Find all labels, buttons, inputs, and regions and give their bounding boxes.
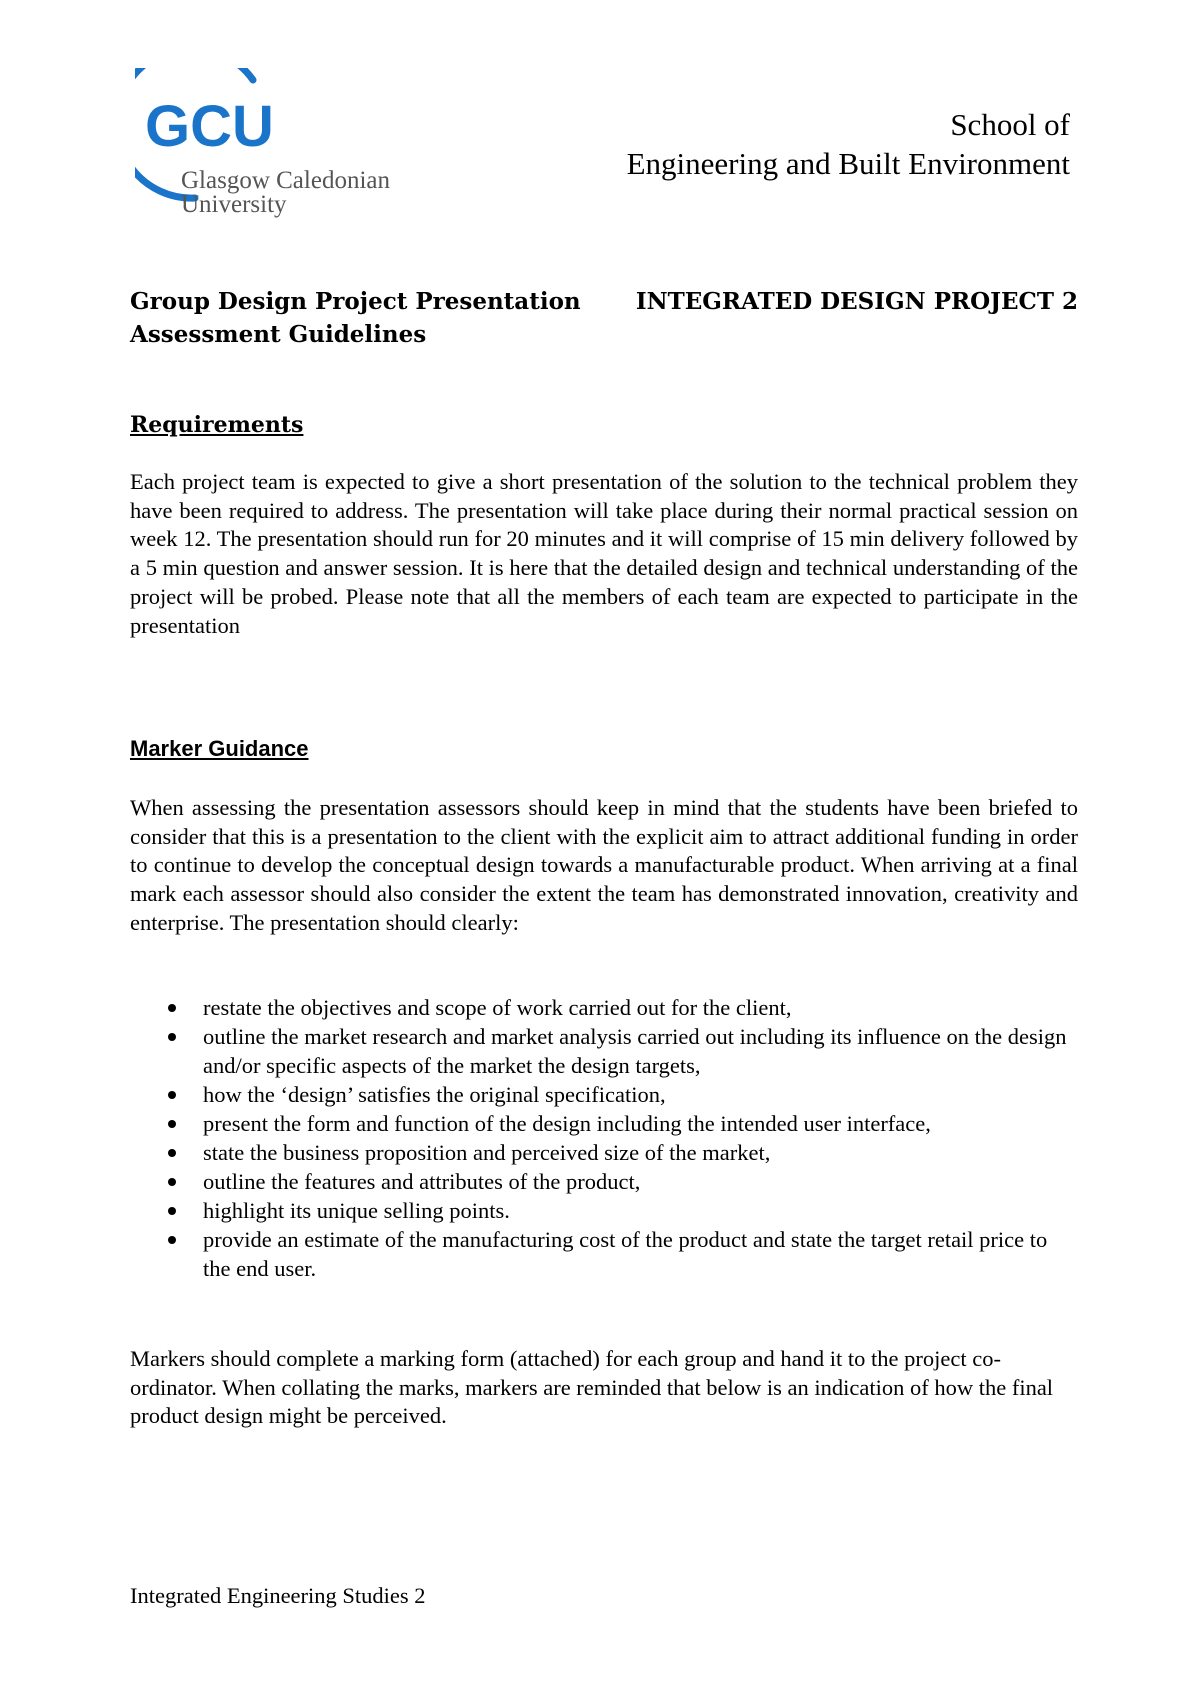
bullet-icon bbox=[168, 1120, 176, 1128]
document-title-line2: Assessment Guidelines bbox=[130, 321, 427, 348]
guidance-bullet-list bbox=[130, 993, 1078, 1283]
bullet-icon bbox=[168, 1033, 176, 1041]
list-item-text: present the form and function of the design including the intended user interface, bbox=[203, 1111, 931, 1136]
list-item bbox=[130, 993, 1078, 1022]
list-item bbox=[130, 1138, 1078, 1167]
document-title bbox=[130, 285, 600, 351]
requirements-paragraph: Each project team is expected to give a short presentation of the solution to the technical problem they have been required to address. The presentation will take place during their normal practical session on week 12. The presentation should run for 20 minutes and it will comprise of 15 min delivery followed by a 5 min question and answer session. It is here that the detailed design and technical understanding of the project will be probed. Please note that all the members of each team are expected to participate in the presentation bbox=[130, 469, 1078, 638]
logo-name-line2: University bbox=[181, 191, 287, 218]
list-item-text: outline the features and attributes of the product, bbox=[203, 1169, 641, 1194]
bullet-icon bbox=[168, 1149, 176, 1157]
marker-guidance-intro: When assessing the presentation assessors should keep in mind that the students have been briefed to consider that this is a presentation to the client with the explicit aim to attract additional funding in order to continue to develop the conceptual design towards a manufacturable product. When arriving at a final mark each assessor should also consider the extent the team has demonstrated innovation, creativity and enterprise. The presentation should clearly: bbox=[130, 795, 1078, 935]
marker-guidance-heading: Marker Guidance bbox=[130, 736, 309, 761]
list-item bbox=[130, 1196, 1078, 1225]
gcu-logo bbox=[135, 68, 435, 228]
logo-name-line1: Glasgow Caledonian bbox=[181, 167, 390, 194]
document-title-line1: Group Design Project Presentation bbox=[130, 288, 581, 315]
bullet-icon bbox=[168, 1178, 176, 1186]
school-line2: Engineering and Built Environment bbox=[626, 146, 1070, 181]
logo-acronym: GCU bbox=[145, 94, 274, 159]
list-item-text: how the ‘design’ satisfies the original specification, bbox=[203, 1082, 666, 1107]
list-item-text: state the business proposition and perceived size of the market, bbox=[203, 1140, 771, 1165]
list-item-text: outline the market research and market analysis carried out including its influence on the design and/or specific aspects of the market the design targets, bbox=[203, 1024, 1067, 1078]
marker-closing-paragraph: Markers should complete a marking form (attached) for each group and hand it to the project co-ordinator. When collating the marks, markers are reminded that below is an indication of how the final product design might be perceived. bbox=[130, 1346, 1054, 1429]
school-line1: School of bbox=[950, 107, 1070, 142]
requirements-heading: Requirements bbox=[130, 412, 304, 438]
list-item-text: provide an estimate of the manufacturing cost of the product and state the target retail price to the end user. bbox=[203, 1227, 1048, 1281]
bullet-icon bbox=[168, 1091, 176, 1099]
list-item bbox=[130, 1109, 1078, 1138]
bullet-icon bbox=[168, 1004, 176, 1012]
list-item bbox=[130, 1167, 1078, 1196]
list-item-text: highlight its unique selling points. bbox=[203, 1198, 510, 1223]
school-name bbox=[627, 105, 1070, 183]
list-item bbox=[130, 1080, 1078, 1109]
bullet-icon bbox=[168, 1236, 176, 1244]
list-item bbox=[130, 1022, 1078, 1080]
page-footer: Integrated Engineering Studies 2 bbox=[130, 1583, 426, 1608]
list-item-text: restate the objectives and scope of work carried out for the client, bbox=[203, 995, 792, 1020]
gcu-logo-graphic bbox=[135, 68, 435, 228]
module-title: INTEGRATED DESIGN PROJECT 2 bbox=[635, 288, 1078, 315]
bullet-icon bbox=[168, 1207, 176, 1215]
list-item bbox=[130, 1225, 1078, 1283]
